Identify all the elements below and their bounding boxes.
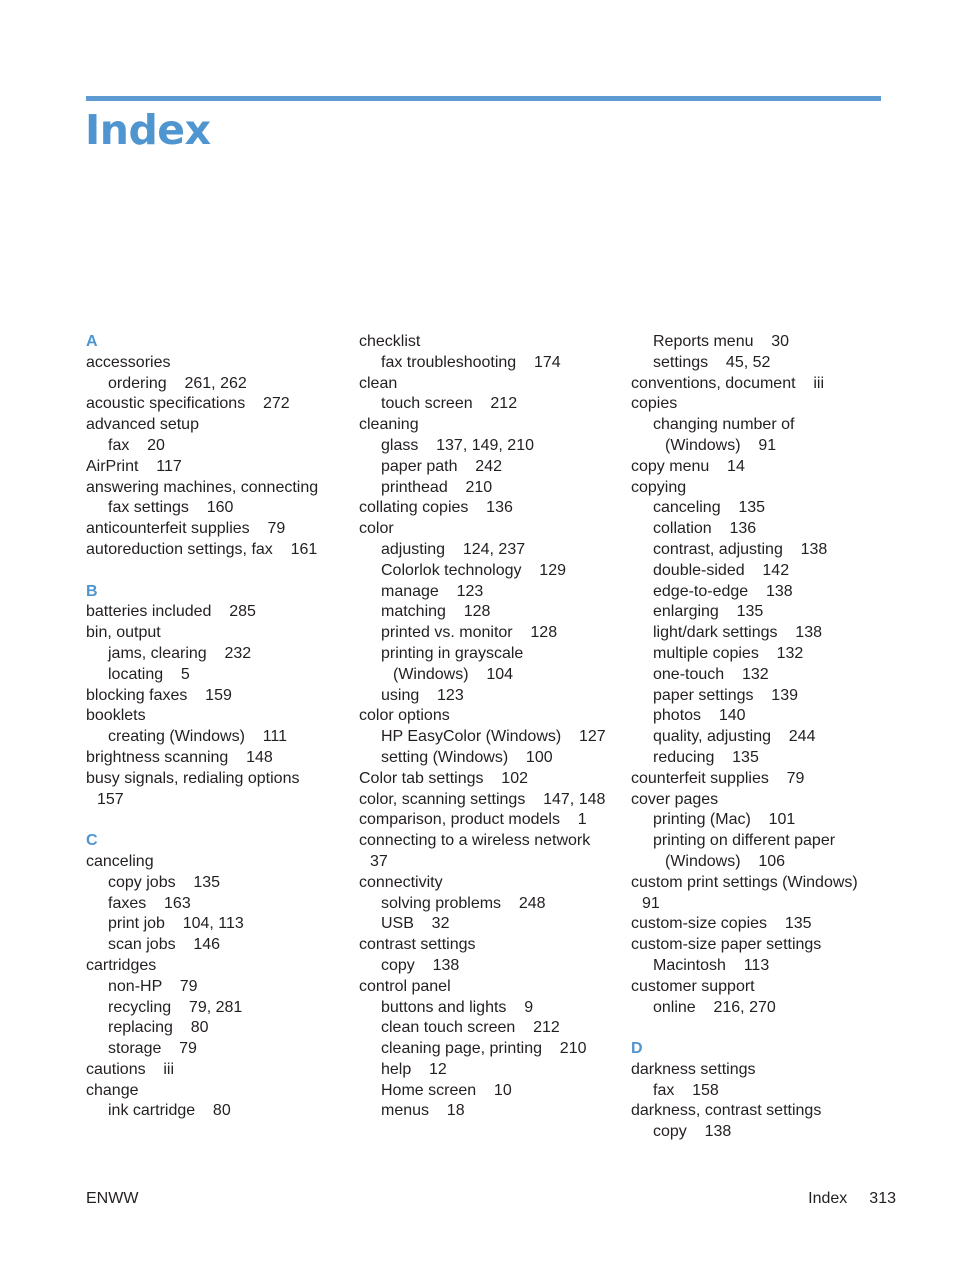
- index-entry: customer support: [631, 977, 755, 995]
- index-entry: blocking faxes 159: [86, 686, 232, 704]
- index-subentry: photos 140: [653, 707, 746, 725]
- index-subentry: settings 45, 52: [653, 353, 771, 371]
- index-subentry: copy 138: [653, 1123, 732, 1141]
- index-subentry: fax troubleshooting 174: [381, 353, 561, 371]
- index-subentry: recycling 79, 281: [108, 998, 243, 1016]
- index-entry: booklets: [86, 707, 146, 725]
- index-section-letter: A: [86, 333, 98, 350]
- index-entry: connectivity: [359, 873, 443, 891]
- index-subentry: reducing 135: [653, 748, 759, 766]
- index-subentry: 91: [642, 894, 660, 912]
- index-subentry: fax 158: [653, 1081, 719, 1099]
- index-subentry: printing (Mac) 101: [653, 811, 796, 829]
- index-entry: color options: [359, 707, 450, 725]
- index-subentry: cleaning page, printing 210: [381, 1040, 587, 1058]
- index-subentry: paper path 242: [381, 457, 502, 475]
- index-entry: batteries included 285: [86, 603, 256, 621]
- index-section-letter: D: [631, 1040, 643, 1058]
- index-entry: darkness, contrast settings: [631, 1102, 822, 1120]
- index-subentry: Colorlok technology 129: [381, 561, 566, 579]
- footer-left: ENWW: [86, 1190, 139, 1207]
- index-entry: autoreduction settings, fax 161: [86, 540, 318, 558]
- footer-section: Index: [808, 1190, 848, 1207]
- page-number: 313: [869, 1190, 896, 1207]
- index-subentry: changing number of: [653, 416, 795, 434]
- index-subentry: using 123: [381, 686, 464, 704]
- index-subentry: touch screen 212: [381, 395, 518, 413]
- index-subentry: ordering 261, 262: [108, 374, 247, 392]
- index-subentry: locating 5: [108, 665, 190, 683]
- index-subentry: edge-to-edge 138: [653, 582, 793, 600]
- section-gap: [631, 1018, 881, 1039]
- index-subentry: USB 32: [381, 915, 450, 933]
- section-gap: [86, 810, 356, 831]
- index-subentry: help 12: [381, 1060, 447, 1078]
- index-entry: custom-size paper settings: [631, 936, 822, 954]
- index-subentry: canceling 135: [653, 499, 766, 517]
- index-subentry: (Windows) 106: [665, 852, 786, 870]
- index-entry: cleaning: [359, 416, 419, 434]
- index-subentry: scan jobs 146: [108, 936, 221, 954]
- index-subentry: Macintosh 113: [653, 956, 770, 974]
- page-title: Index: [85, 106, 211, 154]
- index-subentry: contrast, adjusting 138: [653, 540, 828, 558]
- index-entry: copying: [631, 478, 687, 496]
- index-subentry: printing in grayscale: [381, 644, 524, 662]
- index-subentry: manage 123: [381, 582, 484, 600]
- index-column-2: [359, 332, 629, 1122]
- index-subentry: one-touch 132: [653, 665, 769, 683]
- index-subentry: light/dark settings 138: [653, 624, 822, 642]
- index-subentry: matching 128: [381, 603, 491, 621]
- index-entry: cautions iii: [86, 1060, 175, 1078]
- index-subentry: fax settings 160: [108, 499, 234, 517]
- index-entry: clean: [359, 374, 398, 392]
- index-entry: color: [359, 520, 394, 538]
- index-entry: canceling: [86, 852, 154, 870]
- index-subentry: buttons and lights 9: [381, 998, 534, 1016]
- index-entry: collating copies 136: [359, 499, 513, 517]
- index-entry: busy signals, redialing options: [86, 769, 300, 787]
- index-entry: checklist: [359, 333, 421, 350]
- index-entry: custom-size copies 135: [631, 915, 812, 933]
- index-entry: change: [86, 1081, 139, 1099]
- index-entry: cover pages: [631, 790, 719, 808]
- index-entry: contrast settings: [359, 936, 476, 954]
- index-subentry: creating (Windows) 111: [108, 728, 288, 746]
- index-entry: copies: [631, 395, 678, 413]
- index-entry: Color tab settings 102: [359, 769, 528, 787]
- index-subentry: non-HP 79: [108, 977, 198, 995]
- index-subentry: multiple copies 132: [653, 644, 804, 662]
- index-subentry: ink cartridge 80: [108, 1102, 231, 1120]
- index-entry: accessories: [86, 353, 171, 371]
- index-section-letter: C: [86, 832, 98, 850]
- index-subentry: printhead 210: [381, 478, 493, 496]
- index-subentry: storage 79: [108, 1040, 197, 1058]
- index-entry: advanced setup: [86, 416, 199, 434]
- index-entry: conventions, document iii: [631, 374, 824, 392]
- index-entry: brightness scanning 148: [86, 748, 273, 766]
- index-subentry: glass 137, 149, 210: [381, 436, 534, 454]
- index-subentry: 157: [97, 790, 124, 808]
- index-subentry: enlarging 135: [653, 603, 764, 621]
- index-subentry: (Windows) 104: [393, 665, 514, 683]
- index-entry: control panel: [359, 977, 451, 995]
- index-entry: anticounterfeit supplies 79: [86, 520, 286, 538]
- index-subentry: Home screen 10: [381, 1081, 512, 1099]
- index-entry: answering machines, connecting: [86, 478, 319, 496]
- index-subentry: quality, adjusting 244: [653, 728, 816, 746]
- index-entry: darkness settings: [631, 1060, 756, 1078]
- index-subentry: (Windows) 91: [665, 436, 777, 454]
- index-subentry: Reports menu 30: [653, 333, 790, 350]
- index-section-letter: B: [86, 582, 98, 600]
- index-subentry: copy 138: [381, 956, 460, 974]
- index-entry: connecting to a wireless network: [359, 832, 591, 850]
- index-entry: copy menu 14: [631, 457, 745, 475]
- index-subentry: replacing 80: [108, 1019, 209, 1037]
- index-subentry: setting (Windows) 100: [381, 748, 553, 766]
- index-subentry: adjusting 124, 237: [381, 540, 526, 558]
- index-entry: cartridges: [86, 956, 157, 974]
- index-entry: acoustic specifications 272: [86, 395, 290, 413]
- index-subentry: double-sided 142: [653, 561, 790, 579]
- index-entry: bin, output: [86, 624, 161, 642]
- index-subentry: faxes 163: [108, 894, 191, 912]
- index-entry: counterfeit supplies 79: [631, 769, 805, 787]
- index-column-3: [631, 332, 881, 1143]
- index-subentry: menus 18: [381, 1102, 465, 1120]
- header-rule: [86, 96, 881, 101]
- index-subentry: online 216, 270: [653, 998, 776, 1016]
- index-entry: comparison, product models 1: [359, 811, 587, 829]
- index-entry: color, scanning settings 147, 148: [359, 790, 606, 808]
- index-subentry: fax 20: [108, 436, 165, 454]
- section-gap: [86, 561, 356, 582]
- index-subentry: paper settings 139: [653, 686, 798, 704]
- index-subentry: printed vs. monitor 128: [381, 624, 558, 642]
- index-subentry: copy jobs 135: [108, 873, 221, 891]
- footer-right: [808, 1189, 896, 1209]
- index-subentry: printing on different paper: [653, 832, 836, 850]
- index-subentry: HP EasyColor (Windows) 127: [381, 728, 606, 746]
- index-subentry: print job 104, 113: [108, 915, 244, 933]
- index-entry: AirPrint 117: [86, 457, 182, 475]
- index-subentry: clean touch screen 212: [381, 1019, 560, 1037]
- index-entry: custom print settings (Windows): [631, 873, 858, 891]
- index-column-1: [86, 332, 356, 1122]
- index-subentry: collation 136: [653, 520, 757, 538]
- index-subentry: solving problems 248: [381, 894, 546, 912]
- index-subentry: 37: [370, 852, 388, 870]
- index-subentry: jams, clearing 232: [108, 644, 252, 662]
